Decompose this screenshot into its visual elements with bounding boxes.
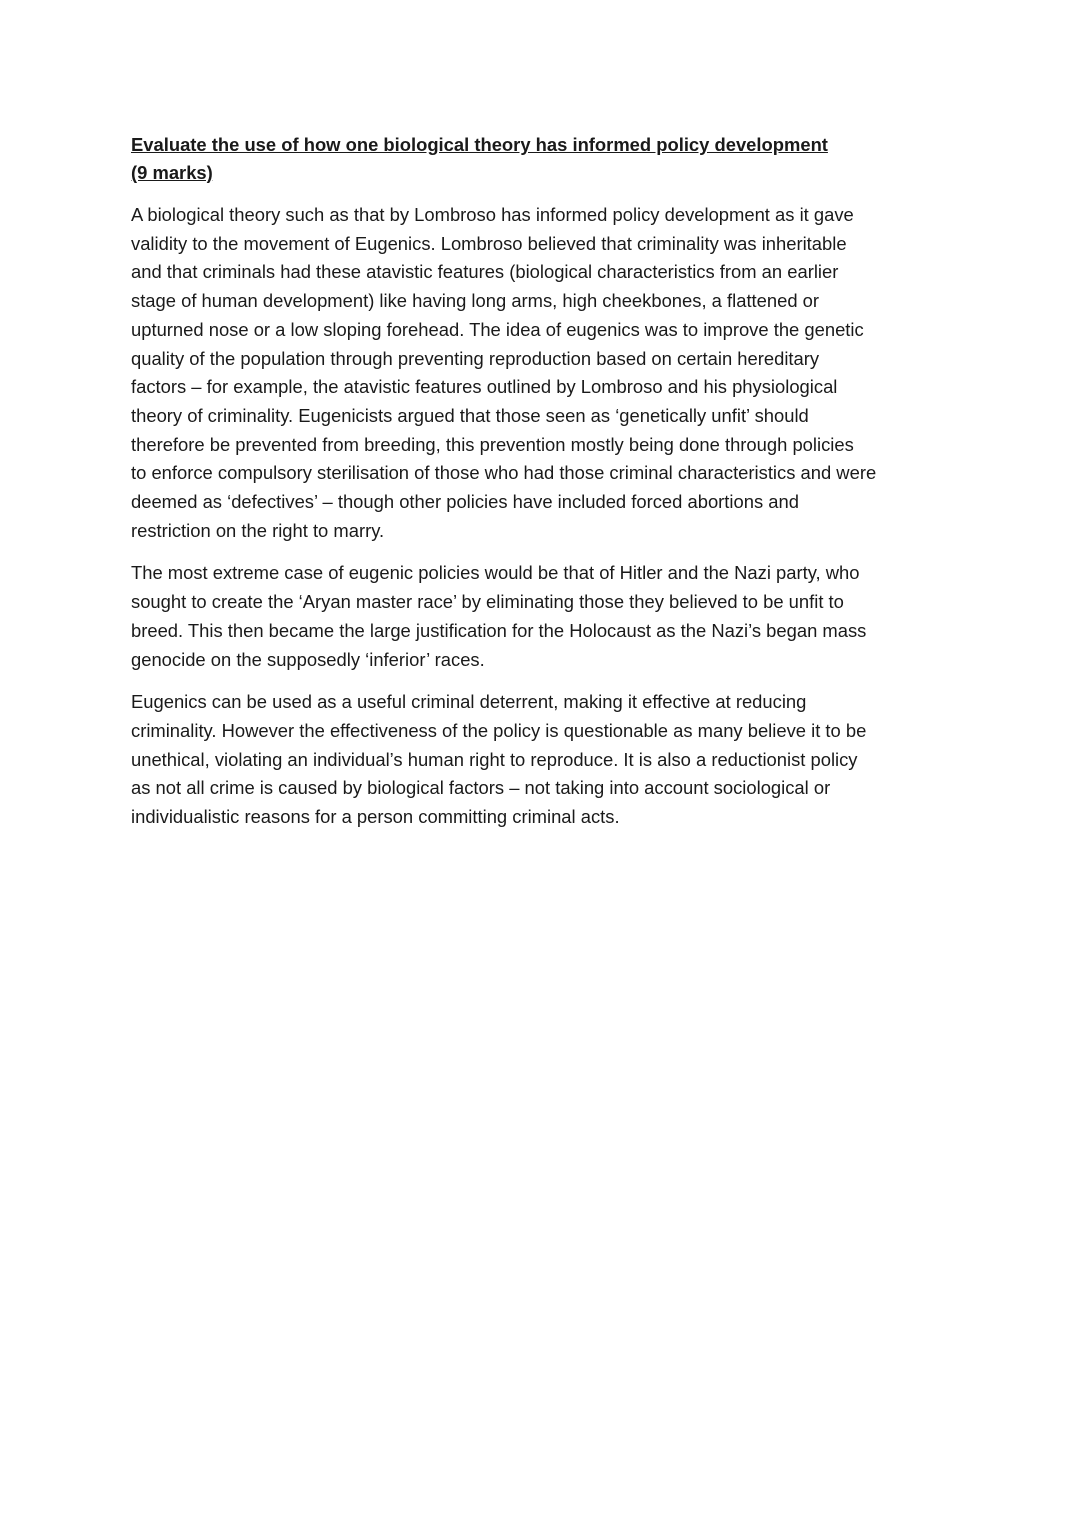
- text-line: upturned nose or a low sloping forehead. The idea of eugenics was to improve the genetic: [131, 318, 864, 340]
- text-line: as not all crime is caused by biological factors – not taking into account sociological or: [131, 777, 831, 799]
- text-line: deemed as ‘defectives’ – though other policies have included forced abortions and: [131, 491, 799, 513]
- question-heading: [131, 131, 951, 187]
- text-line: therefore be prevented from breeding, this prevention mostly being done through policies: [131, 433, 854, 455]
- text-line: to enforce compulsory sterilisation of those who had those criminal characteristics and were: [131, 462, 877, 484]
- text-line: restriction on the right to marry.: [131, 519, 385, 541]
- text-line: unethical, violating an individual’s human right to reproduce. It is also a reductionist policy: [131, 748, 858, 770]
- text-line: individualistic reasons for a person committing criminal acts.: [131, 806, 620, 828]
- text-line: genocide on the supposedly ‘inferior’ races.: [131, 648, 485, 670]
- text-line: theory of criminality. Eugenicists argued that those seen as ‘genetically unfit’ should: [131, 404, 809, 426]
- text-line: quality of the population through preventing reproduction based on certain hereditary: [131, 347, 820, 369]
- text-line: validity to the movement of Eugenics. Lombroso believed that criminality was inheritable: [131, 232, 847, 254]
- paragraph-nazi: [131, 559, 951, 674]
- paragraph-lombroso: [131, 201, 951, 545]
- paragraph-evaluation: [131, 688, 951, 832]
- text-line: and that criminals had these atavistic features (biological characteristics from an earlier: [131, 261, 839, 283]
- text-line: The most extreme case of eugenic policies would be that of Hitler and the Nazi party, who: [131, 562, 860, 584]
- text-line: sought to create the ‘Aryan master race’ by eliminating those they believed to be unfit to: [131, 591, 844, 613]
- document-body: [131, 131, 951, 846]
- text-line: breed. This then became the large justification for the Holocaust as the Nazi’s began mass: [131, 619, 867, 641]
- marks-line: (9 marks): [131, 162, 213, 183]
- text-line: stage of human development) like having long arms, high cheekbones, a flattened or: [131, 290, 820, 312]
- heading-line: Evaluate the use of how one biological theory has informed policy development: [131, 134, 828, 155]
- text-line: criminality. However the effectiveness of the policy is questionable as many believe it to be: [131, 719, 867, 741]
- text-line: Eugenics can be used as a useful criminal deterrent, making it effective at reducing: [131, 691, 807, 713]
- text-line: factors – for example, the atavistic features outlined by Lombroso and his physiological: [131, 376, 838, 398]
- text-line: A biological theory such as that by Lombroso has informed policy development as it gave: [131, 204, 854, 225]
